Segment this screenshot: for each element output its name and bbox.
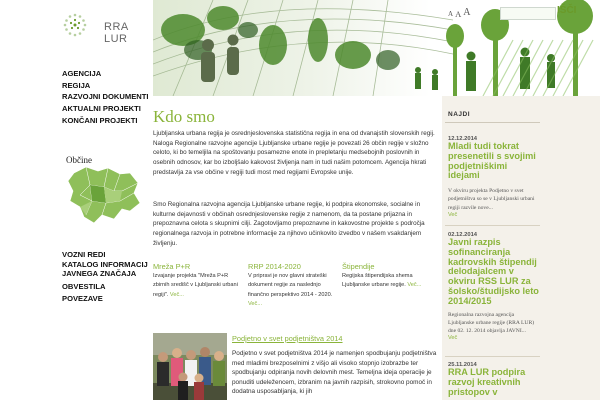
news-excerpt: V okviru projekta Podjetno v svet podjetništva so se v Ljubljanski urbani regiji razvile nove... xyxy=(448,188,535,211)
site-logo[interactable] xyxy=(62,12,152,45)
main-navigation xyxy=(62,68,157,127)
intro-paragraph: Ljubljanska urbana regija je osrednjeslovenska statistična regija in ena od dvanajstih slovenskih regij. Naloga Regionalne razvojne agencije Ljubljanske urbane regije je povezati 26 občin regije v složno celoto, ki bo temeljila na spoštovanju posamezne enote in prepletanju medsebojnih poslovnih in osebnih odnosov, kar bo izboljšalo kakovost življenja nam in tudi našim potomcem. Agencija hkrati predstavlja za vse občine v regiji tudi most med regijami Evropske unije. xyxy=(153,130,435,176)
feature-title-link[interactable]: Podjetno v svet podjetništva 2014 xyxy=(232,334,343,343)
secondary-navigation xyxy=(62,250,157,304)
news-title-link[interactable]: RRA LUR podpira razvoj kreativnih pristopov v xyxy=(448,367,526,397)
mission-paragraph: Smo Regionalna razvojna agencija Ljubljanske urbane regije, ki podpira ekonomske, socialne in kulturne dejavnosti v občinah osrednjeslovenske regije z namenom, da ta postane prijazna in prepoznavna celota s skupnimi cilji. Zagotovljamo prepoznavne in kakovostne projekte s področja regionalnega razvoja in potrebne informacije za njihovo učinkovito izvedbo v našem vsakdanjem življenju. xyxy=(153,201,425,247)
news-date: 12.12.2014 xyxy=(448,136,478,142)
feature-photo[interactable] xyxy=(153,333,227,400)
project-title-mreza[interactable]: Mreža P+R xyxy=(153,262,191,271)
nav-item-koncani-projekti[interactable]: KONČANI PROJEKTI xyxy=(62,115,138,125)
news-item xyxy=(448,136,540,218)
font-large-button[interactable]: A xyxy=(463,7,471,18)
news-item xyxy=(448,232,540,341)
page-title: Kdo smo xyxy=(153,107,215,126)
news-header-divider xyxy=(445,122,540,123)
nav-item-agencija[interactable]: AGENCIJA xyxy=(62,69,102,78)
logo-text: RRA LUR xyxy=(104,21,129,45)
project-text-mreza: Izvajanje projekta "Mreža P+R zbirnih središč v Ljubljanski urbani regiji". Več... xyxy=(153,273,238,298)
news-title-link[interactable]: Javni razpis sofinanciranja kadrovskih štipendij delodajalcem v okviru RSS LUR za šolsko/študijsko leto 2014/2015 xyxy=(448,237,539,306)
news-excerpt: Regionalna razvojna agencija Ljubljanske urbane regije (RRA LUR) dne 02. 12. 2014 objavlja JAVNI... xyxy=(448,311,535,334)
nav-item-obvestila[interactable]: OBVESTILA xyxy=(62,281,106,291)
project-title-stipendije[interactable]: Štipendije xyxy=(342,262,375,271)
project-more-link-stipendije[interactable]: Več... xyxy=(407,282,422,289)
font-medium-button[interactable]: A xyxy=(455,8,462,19)
project-column-mreza xyxy=(153,262,241,300)
font-size-tools xyxy=(448,4,470,18)
project-text-stipendije: Regijska štipendijska shema Ljubljanske urbane regije. Več... xyxy=(342,273,422,289)
feature-text: Podjetno v svet podjetništva 2014 je namenjen spodbujanju podjetništva med mladimi brezposelnimi z višjo ali visoko stopnjo izobrazbe ter spodbujanju odpiranja novih delovnih mest. Temeljna ideja operacije je ponuditi udeležencem, izbranim na javnih razpisih, strokovno pomoč in dodatna usposabljanja, ki jih xyxy=(232,350,437,396)
logo-mark-icon xyxy=(62,12,88,38)
news-title-link[interactable]: Mladi tudi tokrat presenetili s svojimi podjetniškimi idejami xyxy=(448,141,536,181)
project-column-stipendije xyxy=(342,262,430,291)
nav-item-javnega-znacaja[interactable]: JAVNEGA ZNAČAJA xyxy=(62,269,137,279)
search-button[interactable]: IŠČI xyxy=(557,5,577,16)
search-input[interactable] xyxy=(500,7,556,20)
news-header: NAJDI xyxy=(448,111,471,118)
obcine-label: Občine xyxy=(66,155,92,165)
nav-item-katalog-informacij[interactable]: KATALOG INFORMACIJ xyxy=(62,259,148,269)
project-more-link-mreza[interactable]: Več... xyxy=(169,291,184,298)
news-date: 02.12.2014 xyxy=(448,232,478,238)
news-more-link[interactable]: Več xyxy=(448,211,458,218)
nav-item-aktualni-projekti[interactable]: AKTUALNI PROJEKTI xyxy=(62,104,141,114)
group-photo-image xyxy=(153,333,227,400)
project-title-rrp[interactable]: RRP 2014-2020 xyxy=(248,262,301,271)
project-column-rrp xyxy=(248,262,336,310)
nav-item-povezave[interactable]: POVEZAVE xyxy=(62,294,103,304)
region-map-icon xyxy=(64,165,144,227)
news-divider xyxy=(445,225,540,226)
project-text-rrp: V pripravi je nov glavni strateški dokument regije za naslednjo finančno perspektivo 2014 - 2020. Več... xyxy=(248,273,333,308)
nav-item-vozni-redi[interactable]: VOZNI REDI xyxy=(62,250,106,259)
news-divider xyxy=(445,356,540,357)
municipalities-map[interactable] xyxy=(64,165,144,227)
font-small-button[interactable]: A xyxy=(448,10,454,18)
news-item xyxy=(448,362,540,397)
nav-item-regija[interactable]: REGIJA xyxy=(62,80,91,90)
news-more-link[interactable]: Več xyxy=(448,335,458,342)
project-more-link-rrp[interactable]: Več... xyxy=(248,301,262,308)
nav-item-razvojni-dokumenti[interactable]: RAZVOJNI DOKUMENTI xyxy=(62,92,149,102)
news-date: 25.11.2014 xyxy=(448,362,477,368)
